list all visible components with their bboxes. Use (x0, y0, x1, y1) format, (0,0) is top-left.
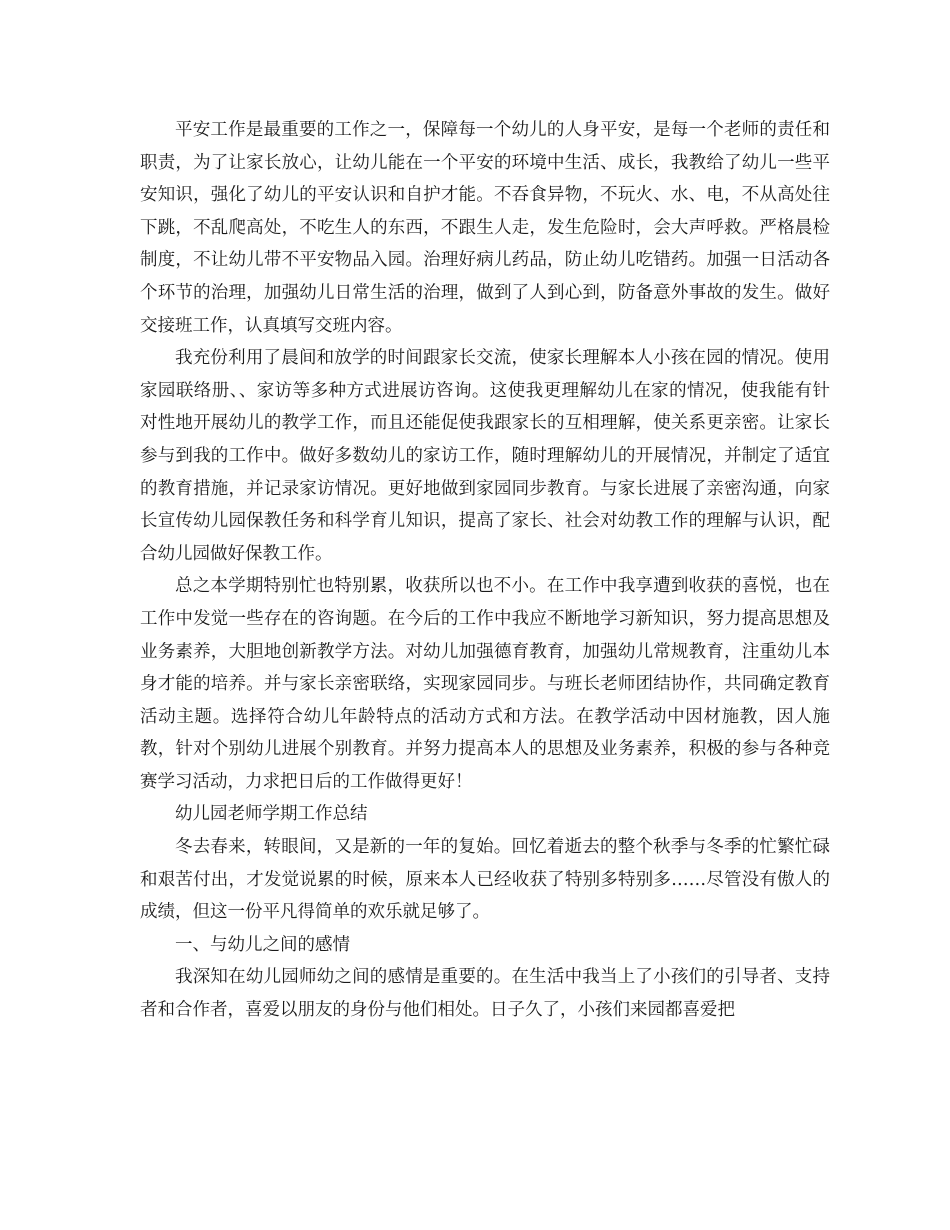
section-title: 幼儿园老师学期工作总结 (175, 804, 368, 825)
paragraph-safety-work: 平安工作是最重要的工作之一，保障每一个幼儿的人身平安，是每一个老师的责任和职责，为了让家长放心，让幼儿能在一个平安的环境中生活、成长，我教给了幼儿一些平安知识，强化了幼儿的平安认识和自护才能。不吞食异物，不玩火、水、电，不从高处往下跳，不乱爬高处，不吃生人的东西，不跟生人走，发生危险时，会大声呼救。严格晨检制度，不让幼儿带不平安物品入园。治理好病儿药品，防止幼儿吃错药。加强一日活动各个环节的治理，加强幼儿日常生活的治理，做到了人到心到，防备意外事故的发生。做好交接班工作，认真填写交班内容。 (140, 120, 830, 336)
document-body (140, 114, 830, 1027)
section-heading-child-relationship: 一、与幼儿之间的感情 (175, 934, 350, 955)
paragraph-teacher-child-relationship: 我深知在幼儿园师幼之间的感情是重要的。在生活中我当上了小孩们的引导者、支持者和合作者，喜爱以朋友的身份与他们相处。日子久了，小孩们来园都喜爱把 (140, 967, 830, 1021)
paragraph-semester-summary: 总之本学期特别忙也特别累，收获所以也不小。在工作中我享遭到收获的喜悦，也在工作中发觉一些存在的咨询题。在今后的工作中我应不断地学习新知识，努力提高思想及业务素养，大胆地创新教学方法。对幼儿加强德育教育，加强幼儿常规教育，注重幼儿本身才能的培养。并与家长亲密联络，实现家园同步。与班长老师团结协作，共同确定教育活动主题。选择符合幼儿年龄特点的活动方式和方法。在教学活动中因材施教，因人施教，针对个别幼儿进展个别教育。并努力提高本人的思想及业务素养，积极的参与各种竞赛学习活动，力求把日后的工作做得更好！ (140, 576, 830, 792)
paragraph-intro: 冬去春来，转眼间，又是新的一年的复始。回忆着逝去的整个秋季与冬季的忙繁忙碌和艰苦付出，才发觉说累的时候，原来本人已经收获了特别多特别多……尽管没有傲人的成绩，但这一份平凡得简单的欢乐就足够了。 (140, 837, 830, 923)
paragraph-parent-communication: 我充份利用了晨间和放学的时间跟家长交流，使家长理解本人小孩在园的情况。使用家园联络册、、家访等多种方式进展访咨询。这使我更理解幼儿在家的情况，使我能有针对性地开展幼儿的教学工作，而且还能促使我跟家长的互相理解，使关系更亲密。让家长参与到我的工作中。做好多数幼儿的家访工作，随时理解幼儿的开展情况，并制定了适宜的教育措施，并记录家访情况。更好地做到家园同步教育。与家长进展了亲密沟通，向家长宣传幼儿园保教任务和科学育儿知识，提高了家长、社会对幼教工作的理解与认识，配合幼儿园做好保教工作。 (140, 348, 830, 564)
